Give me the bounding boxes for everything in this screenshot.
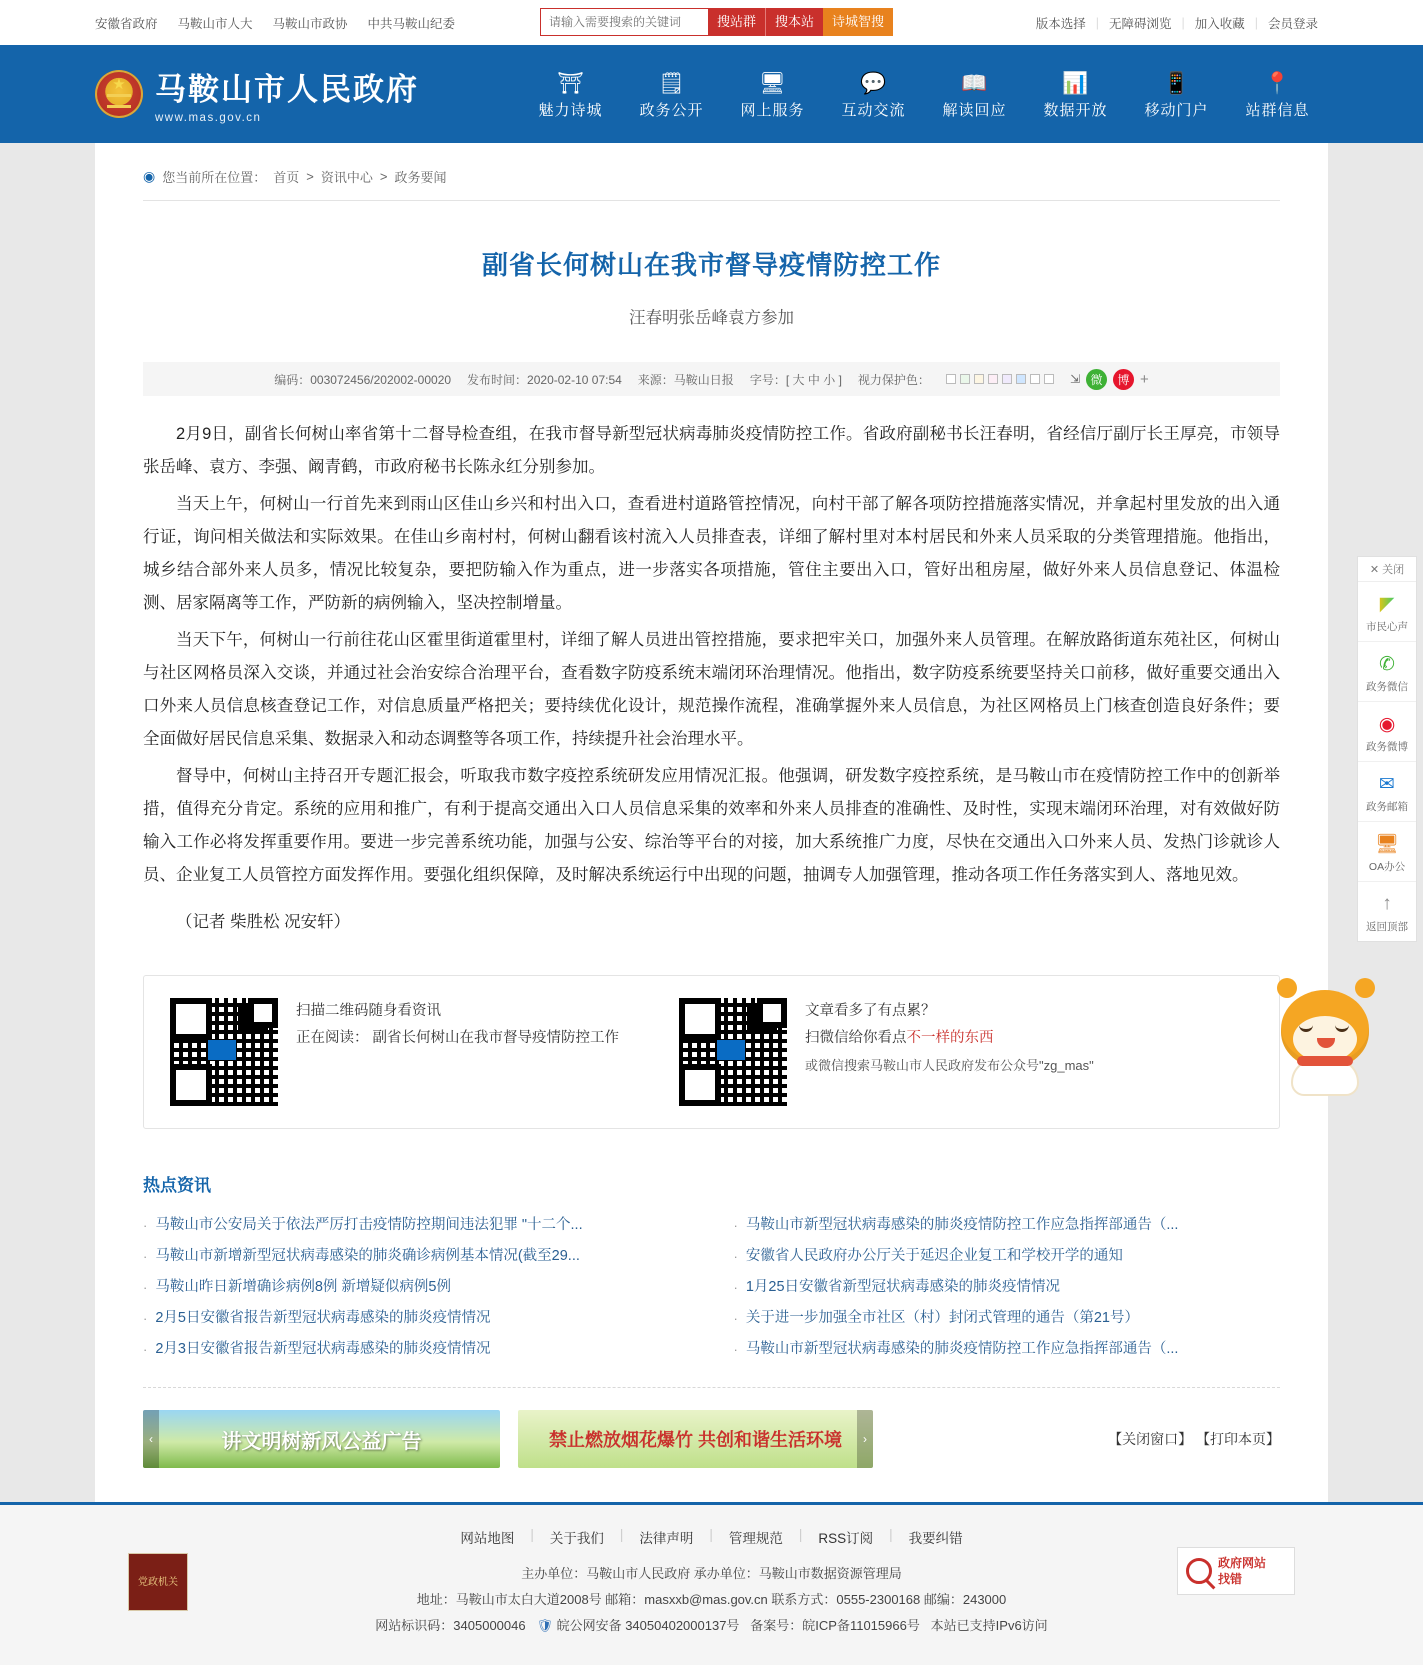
list-item[interactable]: · 关于进一步加强全市社区（村）封闭式管理的通告（第21号） <box>734 1303 1281 1334</box>
nav-item-open-data[interactable]: 📊 数据开放 <box>1025 69 1126 120</box>
nav-item-gov-open[interactable]: 🗒 政务公开 <box>621 69 722 120</box>
qr-block-wechat <box>679 998 1094 1106</box>
wechat-icon: ✆ <box>1379 653 1395 675</box>
smart-search-button[interactable]: 诗城智搜 <box>823 8 893 36</box>
swatch-green[interactable] <box>960 374 970 384</box>
main-nav <box>520 69 1328 120</box>
breadcrumb-item-home[interactable]: 首页 <box>273 170 300 185</box>
bullet-icon: · <box>733 1249 738 1264</box>
arrow-up-icon: ↑ <box>1382 893 1392 914</box>
footer-link-about[interactable]: 关于我们 <box>549 1531 604 1546</box>
location-pin-icon: ◉ <box>143 168 156 184</box>
national-emblem-icon <box>95 70 143 118</box>
swatch-blue[interactable] <box>1016 374 1026 384</box>
search-sitegroup-button[interactable]: 搜站群 <box>708 8 765 36</box>
site-logo[interactable] <box>95 64 478 124</box>
breadcrumb <box>143 143 1280 201</box>
footer-line-2: 地址：马鞍山市太白大道2008号 邮箱：masxxb@mas.gov.cn 联系方式：0555-2300168 邮编：243000 <box>416 1592 1007 1607</box>
qr-code-wechat-icon <box>679 998 787 1106</box>
meta-fontsize: 字号：[ 大 中 小 ] <box>749 372 842 387</box>
bullet-icon: · <box>733 1311 738 1326</box>
qr-article-line1: 扫描二维码随身看资讯 <box>296 1003 441 1019</box>
gov-website-error-report-badge[interactable] <box>1177 1547 1295 1595</box>
document-icon: 🗒 <box>658 72 685 95</box>
side-item-back-to-top[interactable]: ↑ 返回顶部 <box>1358 882 1416 941</box>
qr-panel <box>143 975 1280 1129</box>
phone-icon: 📱 <box>1163 72 1190 95</box>
side-panel-close-button[interactable]: ✕ 关闭 <box>1358 557 1416 582</box>
meta-source: 来源：马鞍山日报 <box>637 372 734 387</box>
eyecare-swatches <box>946 374 1054 384</box>
search-site-button[interactable]: 搜本站 <box>765 8 823 36</box>
breadcrumb-item-news-center[interactable]: 资讯中心 <box>320 170 373 185</box>
bullet-icon: · <box>143 1280 148 1295</box>
accessibility-link[interactable]: 无障碍浏览 <box>1108 16 1172 31</box>
list-item[interactable]: · 2月5日安徽省报告新型冠状病毒感染的肺炎疫情情况 <box>143 1303 690 1334</box>
qr-code-article-icon <box>170 998 278 1106</box>
bullet-icon: · <box>733 1280 738 1295</box>
share-icon[interactable]: ⇲ <box>1069 372 1080 386</box>
close-window-button[interactable]: 【关闭窗口】 <box>1108 1431 1193 1447</box>
meta-code: 编码：003072456/202002-00020 <box>274 372 452 387</box>
breadcrumb-sep: > <box>306 169 314 184</box>
list-item[interactable]: · 马鞍山昨日新增确诊病例8例 新增疑似病例5例 <box>143 1272 690 1303</box>
favorite-link[interactable]: 加入收藏 <box>1194 16 1245 31</box>
site-url: www.mas.gov.cn <box>155 112 262 124</box>
monitor-icon: 🖥 <box>1374 834 1400 855</box>
list-item[interactable]: · 2月3日安徽省报告新型冠状病毒感染的肺炎疫情情况 <box>143 1334 690 1365</box>
breadcrumb-item-gov-news[interactable]: 政务要闻 <box>394 170 447 185</box>
site-header <box>0 45 1423 143</box>
logo-text <box>155 64 478 124</box>
article-signature: （记者 柴胜松 况安轩） <box>176 913 351 931</box>
qr-article-text <box>296 998 619 1052</box>
more-share-icon[interactable]: + <box>1140 370 1149 388</box>
qr-block-article <box>170 998 619 1106</box>
footer-site-id: 网站标识码：3405000046 <box>375 1618 526 1633</box>
article-paragraph: 2月9日，副省长何树山率省第十二督导检查组，在我市督导新型冠状病毒肺炎疫情防控工作。省政府副秘书长汪春明，省经信厅副厅长王厚亮，市领导张岳峰、袁方、李强、阚青鹤，市政府秘书长陈永红分别参加。 <box>143 425 1280 476</box>
bullet-icon: · <box>733 1342 738 1357</box>
swatch-white[interactable] <box>946 374 956 384</box>
side-item-gov-wechat[interactable]: ✆ 政务微信 <box>1358 642 1416 702</box>
carousel-prev-icon[interactable]: ‹ <box>143 1410 159 1468</box>
site-footer <box>0 1502 1423 1665</box>
version-select-link[interactable]: 版本选择 <box>1035 16 1086 31</box>
top-bar <box>0 0 1423 45</box>
breadcrumb-prefix: 您当前所在位置： <box>162 170 267 185</box>
swatch-pink[interactable] <box>988 374 998 384</box>
police-shield-icon: 🛡 <box>536 1618 553 1633</box>
member-login-link[interactable]: 会员登录 <box>1267 16 1318 31</box>
footer-link-rss[interactable]: RSS订阅 <box>818 1531 874 1546</box>
top-link-2[interactable]: 马鞍山市政协 <box>272 16 348 31</box>
magnifier-icon <box>1186 1558 1212 1584</box>
side-float-panel <box>1357 556 1417 942</box>
swatch-white-3[interactable] <box>1044 374 1054 384</box>
mail-icon: ✉ <box>1379 773 1395 795</box>
footer-link-legal[interactable]: 法律声明 <box>639 1531 694 1546</box>
swatch-cream[interactable] <box>974 374 984 384</box>
article-card <box>95 143 1328 1502</box>
book-icon: 📖 <box>961 72 988 95</box>
site-title: 马鞍山市人民政府 <box>155 72 419 107</box>
qr-wechat-line3: 或微信搜索马鞍山市人民政府发布公众号"zg_mas" <box>805 1058 1094 1073</box>
qr-wechat-text <box>805 998 1094 1079</box>
content-frame <box>0 143 1423 1502</box>
breadcrumb-sep: > <box>379 169 388 184</box>
article-subtitle: 汪春明张岳峰袁方参加 <box>629 309 794 327</box>
bullet-icon: · <box>143 1342 148 1357</box>
nav-item-charm-city[interactable]: ⛩ 魅力诗城 <box>520 69 621 120</box>
footer-police-record: 皖公网安备 34050402000137号 <box>556 1618 740 1633</box>
footer-icp: 备案号：皖ICP备11015966号 <box>750 1618 920 1633</box>
nav-item-interaction[interactable]: 💬 互动交流 <box>823 69 924 120</box>
banner-public-service-ad[interactable]: ‹ 讲文明树新风公益广告 <box>143 1410 500 1468</box>
list-item[interactable]: · 1月25日安徽省新型冠状病毒感染的肺炎疫情情况 <box>734 1272 1281 1303</box>
nav-item-interpretation[interactable]: 📖 解读回应 <box>924 69 1025 120</box>
fontsize-medium-button[interactable]: 中 <box>807 372 820 387</box>
fontsize-large-button[interactable]: 大 <box>792 372 805 387</box>
qr-wechat-line2: 扫微信给你看点不一样的东西 <box>805 1030 994 1046</box>
weibo-icon: ◉ <box>1378 713 1396 735</box>
temple-icon: ⛩ <box>557 72 584 95</box>
footer-links: 网站地图 | 关于我们 | 法律声明 | 管理规范 | RSS订阅 | 我要纠错 <box>0 1527 1423 1561</box>
swatch-white-2[interactable] <box>1030 374 1040 384</box>
bullet-icon: · <box>143 1311 148 1326</box>
swatch-purple[interactable] <box>1002 374 1012 384</box>
article-paragraph: 当天上午，何树山一行首先来到雨山区佳山乡兴和村出入口，查看进村道路管控情况，向村干部了解各项防控措施落实情况，并拿起村里发放的出入通行证，询问相关做法和实际效果。在佳山乡南村村，何树山翻看该村流入人员排查表，详细了解村里对本村居民和外来人员采取的分类管理措施。他指出，城乡结合部外来人员多，情况比较复杂，要把防输入作为重点，进一步落实各项措施，管住主要出入口，管好出租房屋，做好外来人员信息登记、体温检测、居家隔离等工作，严防新的病例输入，坚决控制增量。 <box>143 495 1280 612</box>
footer-line-3 <box>0 1613 1423 1639</box>
hot-news-list <box>143 1210 1280 1365</box>
mascot-icon <box>1273 972 1379 1100</box>
nav-item-mobile-portal[interactable]: 📱 移动门户 <box>1126 69 1227 120</box>
nav-item-online-service[interactable]: 🖥 网上服务 <box>722 69 823 120</box>
list-item[interactable]: · 马鞍山市新型冠状病毒感染的肺炎疫情防控工作应急指挥部通告（... <box>734 1210 1281 1241</box>
top-bar-links <box>95 14 465 32</box>
article-paragraph: 当天下午，何树山一行前往花山区霍里街道霍里村，详细了解人员进出管控措施，要求把牢关口，加强外来人员管理。在解放路街道东苑社区，何树山与社区网格员深入交谈，并通过社会治安综合治理平台，查看数字防疫系统末端闭环治理情况。他指出，数字防疫系统要坚持关口前移，做好重要交通出入口外来人员信息核查登记工作，对信息质量严格把关；要持续优化设计，规范操作流程，准确掌握外来人员信息，为社区网格员上门核查创造良好条件；要全面做好居民信息采集、数据录入和动态调整等各项工作，持续提升社会治理水平。 <box>143 631 1280 748</box>
divider: | <box>1254 15 1258 30</box>
bullet-icon: · <box>143 1249 148 1264</box>
meta-eyecare: 视力保护色： <box>857 372 930 387</box>
bullet-icon: · <box>733 1218 738 1233</box>
footer-ipv6: 本站已支持IPv6访问 <box>930 1618 1048 1633</box>
fontsize-small-button[interactable]: 小 <box>823 372 836 387</box>
top-link-0[interactable]: 安徽省政府 <box>95 16 158 31</box>
monitor-icon: 🖥 <box>759 72 786 95</box>
share-group <box>1070 369 1149 390</box>
footer-link-sitemap[interactable]: 网站地图 <box>460 1531 515 1546</box>
search-input[interactable] <box>540 8 708 36</box>
footer-link-rules[interactable]: 管理规范 <box>728 1531 783 1546</box>
hot-news-heading: 热点资讯 <box>143 1176 211 1195</box>
list-item[interactable]: · 马鞍山市新型冠状病毒感染的肺炎疫情防控工作应急指挥部通告（... <box>734 1334 1281 1365</box>
divider <box>143 1387 1280 1388</box>
list-item[interactable]: · 马鞍山市新增新型冠状病毒感染的肺炎确诊病例基本情况(截至29... <box>143 1241 690 1272</box>
qr-article-line2: 正在阅读： 副省长何树山在我市督导疫情防控工作 <box>296 1030 620 1046</box>
search-area <box>540 8 893 36</box>
page-actions <box>1108 1429 1280 1449</box>
location-icon: 📍 <box>1264 72 1291 95</box>
side-item-gov-weibo[interactable]: ◉ 政务微博 <box>1358 702 1416 762</box>
gov-agency-badge-icon[interactable]: 党政机关 <box>128 1553 188 1611</box>
list-item[interactable]: · 马鞍山市公安局关于依法严厉打击疫情防控期间违法犯罪 "十二个... <box>143 1210 690 1241</box>
carousel-next-icon[interactable]: › <box>857 1410 873 1468</box>
top-link-1[interactable]: 马鞍山市人大 <box>177 16 253 31</box>
banner-no-fireworks[interactable]: 禁止燃放烟花爆竹 共创和谐生活环境 › <box>518 1410 873 1468</box>
chart-icon: 📊 <box>1062 72 1089 95</box>
top-bar-right <box>1026 0 1328 45</box>
wechat-share-icon[interactable]: 微 <box>1086 369 1107 390</box>
divider: | <box>1095 15 1099 30</box>
banner-row <box>143 1410 1280 1468</box>
divider: | <box>1181 15 1185 30</box>
qr-wechat-line1: 文章看多了有点累？ <box>805 1003 936 1019</box>
footer-line-1: 主办单位：马鞍山市人民政府 承办单位：马鞍山市数据资源管理局 <box>521 1566 902 1581</box>
side-item-gov-mail[interactable]: ✉ 政务邮箱 <box>1358 762 1416 822</box>
print-page-button[interactable]: 【打印本页】 <box>1196 1431 1280 1447</box>
bullet-icon: · <box>143 1218 148 1233</box>
top-link-3[interactable]: 中共马鞍山纪委 <box>367 16 456 31</box>
weibo-share-icon[interactable]: 博 <box>1113 369 1134 390</box>
article-meta-bar <box>143 362 1280 396</box>
meta-pubtime: 发布时间：2020-02-10 07:54 <box>467 372 622 387</box>
page-title: 副省长何树山在我市督导疫情防控工作 <box>481 250 941 280</box>
article-body <box>143 418 1280 939</box>
chat-icon: 💬 <box>860 72 887 95</box>
side-item-citizen-voice[interactable]: ◤ 市民心声 <box>1358 582 1416 642</box>
nav-item-site-group[interactable]: 📍 站群信息 <box>1227 69 1328 120</box>
footer-link-report-error[interactable]: 我要纠错 <box>908 1531 963 1546</box>
side-item-oa[interactable]: 🖥 OA办公 <box>1358 822 1416 882</box>
rainbow-voice-icon: ◤ <box>1358 591 1416 617</box>
list-item[interactable]: · 安徽省人民政府办公厅关于延迟企业复工和学校开学的通知 <box>734 1241 1281 1272</box>
seal-text: 政府网站 找错 <box>1218 1556 1267 1586</box>
article-paragraph: 督导中，何树山主持召开专题汇报会，听取我市数字疫控系统研发应用情况汇报。他强调，研发数字疫控系统，是马鞍山市在疫情防控工作中的创新举措，值得充分肯定。系统的应用和推广，有利于提高交通出入口人员信息采集的效率和外来人员排查的准确性、及时性，实现末端闭环治理，对有效做好防输入工作必将发挥重要作用。要进一步完善系统功能，加强与公安、综治等平台的对接，加大系统推广力度，尽快在交通出入口外来人员、发热门诊就诊人员、企业复工人员管控方面发挥作用。要强化组织保障，及时解决系统运行中出现的问题，抽调专人加强管理，推动各项工作任务落实到人、落地见效。 <box>143 767 1280 884</box>
article <box>143 245 1280 1468</box>
